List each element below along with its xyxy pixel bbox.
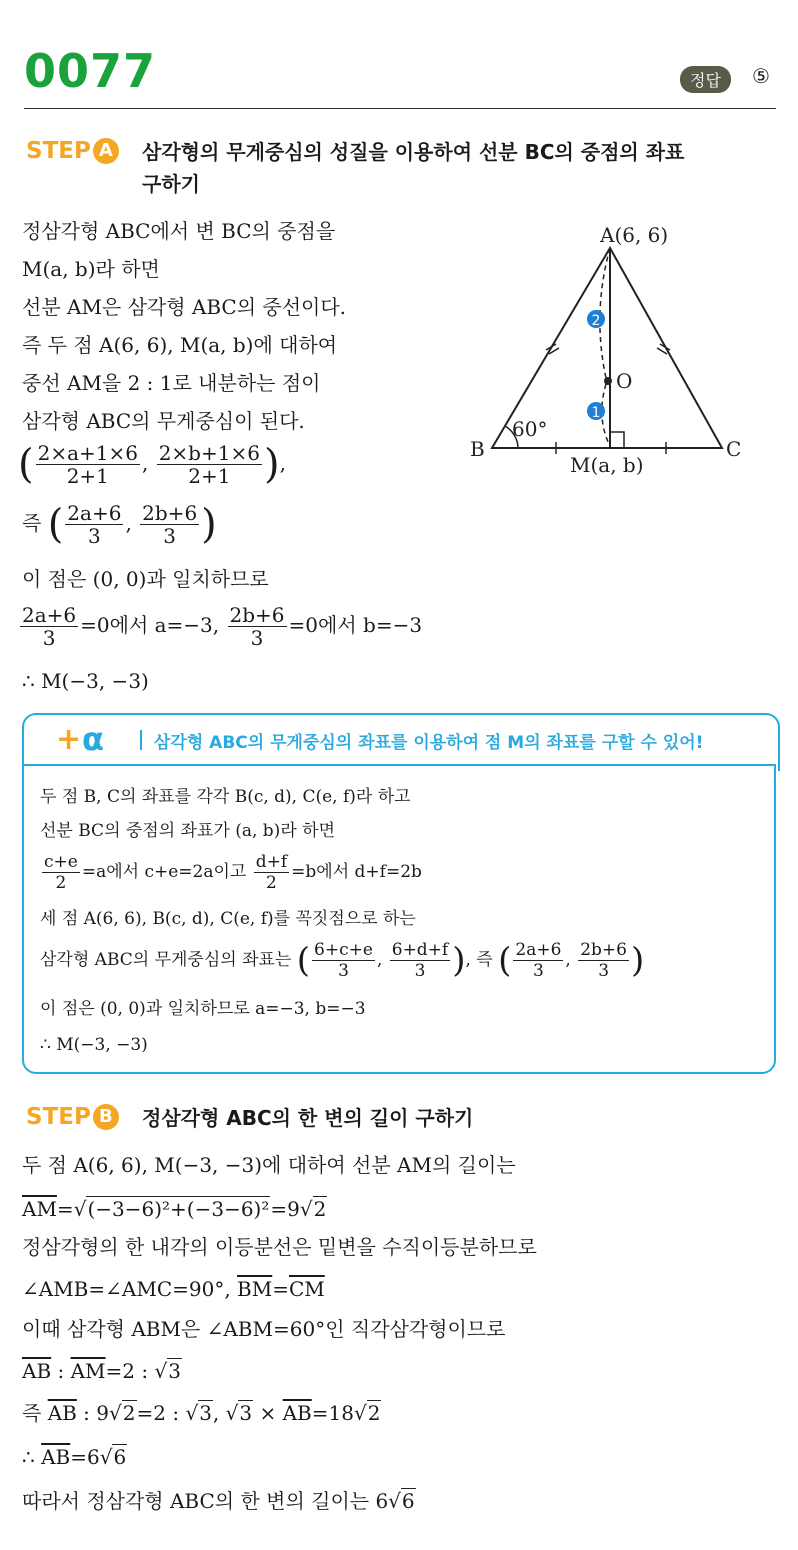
answer-value: ⑤ xyxy=(752,64,770,88)
tip-divider xyxy=(140,730,142,750)
step-a-text: STEP xyxy=(26,138,91,164)
triangle-diagram xyxy=(460,218,760,478)
tip-title: 삼각형 ABC의 무게중심의 좌표를 이용하여 점 M의 좌표를 구할 수 있어! xyxy=(154,733,704,753)
step-b-badge: B xyxy=(93,1104,119,1130)
tip-line-1: 두 점 B, C의 좌표를 각각 B(c, d), C(e, f)라 하고 xyxy=(40,787,411,807)
step-a-line-3: 선분 AM은 삼각형 ABC의 중선이다. xyxy=(22,295,347,319)
tip-line-7: ∴ M(−3, −3) xyxy=(40,1035,148,1055)
step-a-title-line1: 삼각형의 무게중심의 성질을 이용하여 선분 BC의 중점의 좌표 xyxy=(142,140,685,164)
problem-number: 0077 xyxy=(24,44,157,98)
tip-line-5: 삼각형 ABC의 무게중심의 좌표는 ( $\frac{6+c+e}{3}$ , $\frac{6+d+f}{3}$ ), 즉 ( $\frac{2a+6}{3}$ , $\frac{2b+6}{3}$ ) xyxy=(40,940,645,981)
alpha-icon: α xyxy=(82,720,104,758)
step-b-line-3: 정삼각형의 한 내각의 이등분선은 밑변을 수직이등분하므로 xyxy=(22,1235,537,1259)
ratio-lower-text: 1 xyxy=(591,405,601,421)
vertex-b-label: B xyxy=(470,437,485,461)
step-a-line-5: 중선 AM을 2 : 1로 내분하는 점이 xyxy=(22,371,321,395)
tip-line-4: 세 점 A(6, 6), B(c, d), C(e, f)를 꼭짓점으로 하는 xyxy=(40,909,416,929)
right-angle-mark xyxy=(610,432,624,448)
centroid-formula: ( $\frac{2\times a+1\times 6}{2+1}$ , $\frac{2\times b+1\times 6}{2+1}$ ), xyxy=(18,441,286,488)
step-a-title-line2: 구하기 xyxy=(142,172,200,196)
ratio-upper-text: 2 xyxy=(591,313,601,329)
centroid-simplified: 즉 ( $\frac{2a+6}{3}$ , $\frac{2b+6}{3}$ ) xyxy=(22,501,217,548)
step-b-line-7: 즉 $\overline{AB}$ : 9√2=2 : √3, $√3 \times \overline{AB}=18√2$ xyxy=(22,1401,381,1425)
step-a-title xyxy=(142,136,684,200)
step-b-line-8: ∴ $\overline{AB}=6√6$ xyxy=(22,1445,127,1469)
tip-line-3: $\frac{c+e}{2}$ =a에서 c+e=2a이고 $\frac{d+f}{2}$ =b에서 d+f=2b xyxy=(44,852,422,893)
vertex-c-label: C xyxy=(726,437,742,461)
step-b-label xyxy=(26,1104,119,1130)
tip-line-6: 이 점은 (0, 0)과 일치하므로 a=−3, b=−3 xyxy=(40,999,366,1019)
midpoint-label: M(a, b) xyxy=(570,453,644,477)
step-a-conclusion: ∴ M(−3, −3) xyxy=(22,669,149,693)
solve-line: $\frac{2a+6}{3}$ =0에서 a=−3, $\frac{2b+6}{3}$ =0에서 b=−3 xyxy=(22,603,423,650)
centroid-label: O xyxy=(616,369,633,393)
step-a-label xyxy=(26,138,119,164)
step-b-line-1: 두 점 A(6, 6), M(−3, −3)에 대하여 선분 AM의 길이는 xyxy=(22,1153,516,1177)
coincide-line: 이 점은 (0, 0)과 일치하므로 xyxy=(22,567,269,591)
step-b-text: STEP xyxy=(26,1104,91,1130)
step-a-line-4: 즉 두 점 A(6, 6), M(a, b)에 대하여 xyxy=(22,333,338,357)
step-b-title: 정삼각형 ABC의 한 변의 길이 구하기 xyxy=(142,1106,474,1130)
step-a-line-2: M(a, b)라 하면 xyxy=(22,257,160,281)
step-b-line-4: ∠AMB=∠AMC=90°, $\overline{BM}=\overline{CM}$ xyxy=(22,1277,325,1301)
step-a-line-6: 삼각형 ABC의 무게중심이 된다. xyxy=(22,409,305,433)
answer-badge: 정답 xyxy=(680,66,731,93)
step-a-badge: A xyxy=(93,138,119,164)
step-a-line-1: 정삼각형 ABC에서 변 BC의 중점을 xyxy=(22,219,336,243)
step-b-line-6: $\overline{AB}$ : $\overline{AM}=2$ : √3 xyxy=(22,1359,181,1383)
centroid-frac-x: $\frac{2\times a+1\times 6}{2+1}$ xyxy=(37,441,138,488)
angle-label: 60° xyxy=(512,417,548,441)
step-b-line-5: 이때 삼각형 ABM은 ∠ABM=60°인 직각삼각형이므로 xyxy=(22,1317,506,1341)
step-b-line-9: 따라서 정삼각형 ABC의 한 변의 길이는 6√6 xyxy=(22,1489,415,1513)
centroid-frac-y: $\frac{2\times b+1\times 6}{2+1}$ xyxy=(158,441,260,488)
vertex-a-label: A(6, 6) xyxy=(600,223,669,247)
plus-icon: + xyxy=(56,722,82,757)
header-divider xyxy=(24,108,776,109)
tip-line-2: 선분 BC의 중점의 좌표가 (a, b)라 하면 xyxy=(40,821,335,841)
centroid-point xyxy=(604,377,612,385)
step-b-line-2: $\overline{AM}=√(-3-6)^2+(-3-6)^2=9√2$ xyxy=(22,1197,327,1221)
